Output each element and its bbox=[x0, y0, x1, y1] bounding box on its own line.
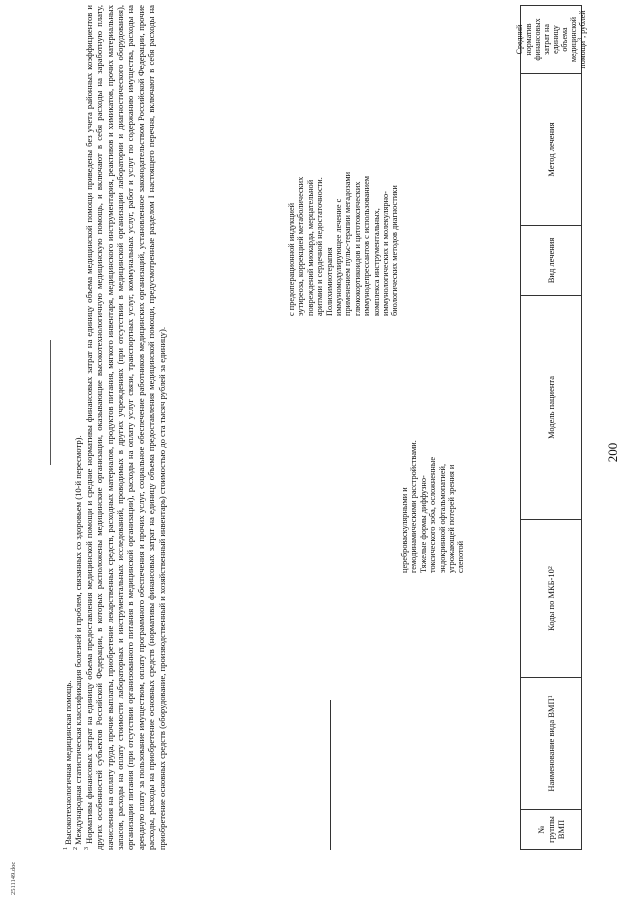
table-header bbox=[515, 5, 587, 850]
header-group-number: № группы ВМП bbox=[521, 809, 581, 849]
footnote-3 bbox=[84, 5, 167, 850]
footnote-1-text: Высокотехнологичная медицинская помощь. bbox=[63, 680, 73, 845]
header-icd-codes: Коды по МКБ-10 2 bbox=[521, 519, 581, 677]
header-treatment-method: Метод лечения bbox=[521, 73, 581, 225]
header-vmp-name: Наименование вида ВМП 1 bbox=[521, 677, 581, 809]
footnotes bbox=[63, 5, 167, 850]
header-vmp-name-text: Наименование вида ВМП bbox=[546, 698, 556, 792]
footnote-1-mark: 1 bbox=[63, 847, 70, 850]
footnote-3-mark: 3 bbox=[83, 847, 90, 850]
footnote-2-mark: 2 bbox=[73, 847, 80, 850]
header-financial-norm-sup: 3 bbox=[577, 37, 584, 41]
header-treatment-kind: Вид лечения bbox=[521, 225, 581, 295]
footnote-2-text: Международная статистическая классификация болезней и проблем, связанных со здоровьем (10-й пересмотр). bbox=[73, 435, 84, 845]
end-separator-line bbox=[50, 340, 51, 465]
patient-model-cell: цереброваскулярными и гемодинамическими расстройствами. Тяжелые формы диффузно- токсического зоба, осложненные эндокринной офтальмопатией, угрожающей потерей зрения и слепотой bbox=[400, 440, 466, 573]
footnote-divider bbox=[330, 700, 331, 850]
header-financial-norm-unit: , рублей bbox=[578, 10, 587, 38]
footnote-1 bbox=[63, 5, 73, 850]
footnote-2 bbox=[73, 5, 83, 850]
treatment-method-cell: с предоперационной индукцией эутиреоза, коррекцией метаболических повреждений миокарда, мерцательной аритмии и сердечной недостаточности. Полихимиотерапия иммуномодулирующее лечение с применением пульс-терапии мегадозами глюкокортикоидов и цитотоксических иммунодепрессантов с использованием комплекса инструментальных, иммунологических и молекулярно- биологических методов диагностики bbox=[287, 171, 400, 316]
document-code: 2511149.doc bbox=[10, 861, 17, 895]
header-financial-norm-text: Средний норматив финансовых затрат на единицу объема медицинской помощи bbox=[515, 17, 587, 69]
page-number: 200 bbox=[605, 442, 620, 463]
header-icd-codes-text: Коды по МКБ-10 bbox=[546, 569, 556, 631]
header-financial-norm bbox=[515, 6, 587, 73]
footnote-3-text: Нормативы финансовых затрат на единицу объема предоставления медицинской помощи и средние нормативы финансовых затрат на единицу объема медицинской помощи приведены без учета районных коэффициентов и других особенностей субъектов Российской Федерации, в которых расположены медицинские организации, оказывающие высокотехнологичную медицинскую помощь, и включают в себя расходы на заработную плату, начисления на оплату труда, прочие выплаты, приобретение лекарственных средств, расходных материалов, продуктов питания, мягкого инвентаря, медицинского инструментария, реактивов и химикатов, прочих материальных запасов, расходы на оплату стоимости лабораторных и инструментальных исследований, проводимых в других учреждениях (при отсутствии в медицинской организации лаборатории и диагностического оборудования), организации питания (при отсутствии организованного питания в медицинской организации), расходы на оплату услуг связи, транспортных услуг, коммунальных услуг, работ и услуг по содержанию имущества, расходы на арендную плату за пользование имуществом, оплату программного обеспечения и прочих услуг, социальное обеспечение работников медицинских организаций, установленное законодательством Российской Федерации, прочие расходы, расходы на приобретение основных средств (нормативы финансовых затрат на единицу объема предоставления медицинской помощи, предусмотренные разделом I настоящего перечня, включают в себя расходы на приобретение основных средств (оборудование, производственный и хозяйственный инвентарь) стоимостью до ста тысяч рублей за единицу). bbox=[83, 5, 167, 850]
header-patient-model: Модель пациента bbox=[521, 295, 581, 519]
